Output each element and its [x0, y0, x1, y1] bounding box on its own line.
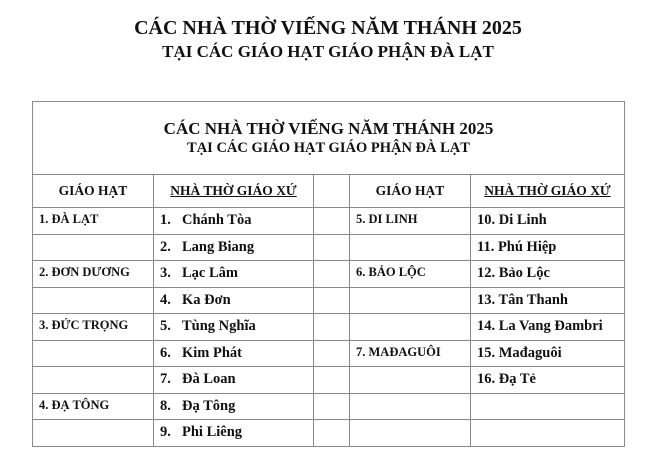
- spacer-cell: [314, 367, 350, 394]
- spacer-cell: [314, 393, 350, 420]
- church-left: [154, 420, 314, 447]
- table-row: [33, 234, 625, 261]
- church-left: [154, 314, 314, 341]
- church-right: [471, 420, 625, 447]
- table-row: [33, 261, 625, 288]
- table-title: [33, 102, 625, 175]
- church-right: 13. Tân Thanh: [471, 287, 625, 314]
- deanery-left: 1. ĐÀ LẠT: [33, 208, 154, 235]
- deanery-left: 4. ĐẠ TÔNG: [33, 393, 154, 420]
- church-left: [154, 393, 314, 420]
- spacer-cell: [314, 340, 350, 367]
- table-row: [33, 340, 625, 367]
- deanery-right: 6. BẢO LỘC: [350, 261, 471, 288]
- deanery-right: 7. MAĐAGUÔI: [350, 340, 471, 367]
- church-number: 3.: [160, 265, 171, 282]
- deanery-left: [33, 287, 154, 314]
- church-name: Phi Liêng: [182, 424, 243, 441]
- church-number: 1.: [160, 212, 171, 229]
- church-number: 8.: [160, 397, 171, 414]
- deanery-right: [350, 314, 471, 341]
- spacer-cell: [314, 208, 350, 235]
- church-right: 10. Di Linh: [471, 208, 625, 235]
- church-number: 5.: [160, 318, 171, 335]
- church-name: Chánh Tòa: [182, 212, 252, 229]
- table-row: [33, 420, 625, 447]
- spacer-cell: [314, 261, 350, 288]
- header-deanery-left: GIÁO HẠT: [33, 175, 154, 208]
- church-number: 6.: [160, 344, 171, 361]
- church-left: [154, 261, 314, 288]
- deanery-right: [350, 367, 471, 394]
- church-right: 12. Bảo Lộc: [471, 261, 625, 288]
- church-name: Tùng Nghĩa: [182, 318, 256, 335]
- deanery-right: 5. DI LINH: [350, 208, 471, 235]
- document-subtitle: TẠI CÁC GIÁO HẠT GIÁO PHẬN ĐÀ LẠT: [162, 42, 494, 61]
- header-deanery-right: GIÁO HẠT: [350, 175, 471, 208]
- table-row: [33, 287, 625, 314]
- header-spacer: [314, 175, 350, 208]
- table-row: [33, 208, 625, 235]
- spacer-cell: [314, 420, 350, 447]
- church-left: [154, 287, 314, 314]
- church-name: Đà Loan: [182, 371, 236, 388]
- church-name: Lạc Lâm: [182, 265, 238, 282]
- table-row: [33, 314, 625, 341]
- church-right: 11. Phú Hiệp: [471, 234, 625, 261]
- deanery-left: 3. ĐỨC TRỌNG: [33, 314, 154, 341]
- church-name: Kim Phát: [182, 344, 243, 361]
- deanery-right: [350, 234, 471, 261]
- church-number: 2.: [160, 238, 171, 255]
- church-number: 9.: [160, 424, 171, 441]
- church-left: [154, 340, 314, 367]
- deanery-left: [33, 420, 154, 447]
- document-title: CÁC NHÀ THỜ VIẾNG NĂM THÁNH 2025: [134, 17, 522, 39]
- table-title-line2: TẠI CÁC GIÁO HẠT GIÁO PHẬN ĐÀ LẠT: [187, 140, 470, 156]
- deanery-right: [350, 420, 471, 447]
- church-right: 14. La Vang Đambri: [471, 314, 625, 341]
- church-number: 4.: [160, 291, 171, 308]
- deanery-right: [350, 287, 471, 314]
- church-left: [154, 367, 314, 394]
- church-name: Lang Biang: [182, 238, 255, 255]
- table-title-line1: CÁC NHÀ THỜ VIẾNG NĂM THÁNH 2025: [163, 119, 494, 138]
- deanery-left: [33, 340, 154, 367]
- church-right: 16. Đạ Tẻ: [471, 367, 625, 394]
- churches-table: [32, 101, 625, 447]
- table-header-row: [33, 175, 625, 208]
- spacer-cell: [314, 287, 350, 314]
- church-name: Đạ Tông: [182, 397, 236, 414]
- spacer-cell: [314, 234, 350, 261]
- deanery-left: 2. ĐƠN DƯƠNG: [33, 261, 154, 288]
- church-right: [471, 393, 625, 420]
- church-name: Ka Đơn: [182, 291, 231, 308]
- spacer-cell: [314, 314, 350, 341]
- church-number: 7.: [160, 371, 171, 388]
- deanery-left: [33, 367, 154, 394]
- header-church-right: NHÀ THỜ GIÁO XỨ: [471, 175, 625, 208]
- church-left: [154, 234, 314, 261]
- deanery-left: [33, 234, 154, 261]
- header-church-left: NHÀ THỜ GIÁO XỨ: [154, 175, 314, 208]
- deanery-right: [350, 393, 471, 420]
- table-row: [33, 367, 625, 394]
- church-left: [154, 208, 314, 235]
- church-right: 15. Mađaguôi: [471, 340, 625, 367]
- table-row: [33, 393, 625, 420]
